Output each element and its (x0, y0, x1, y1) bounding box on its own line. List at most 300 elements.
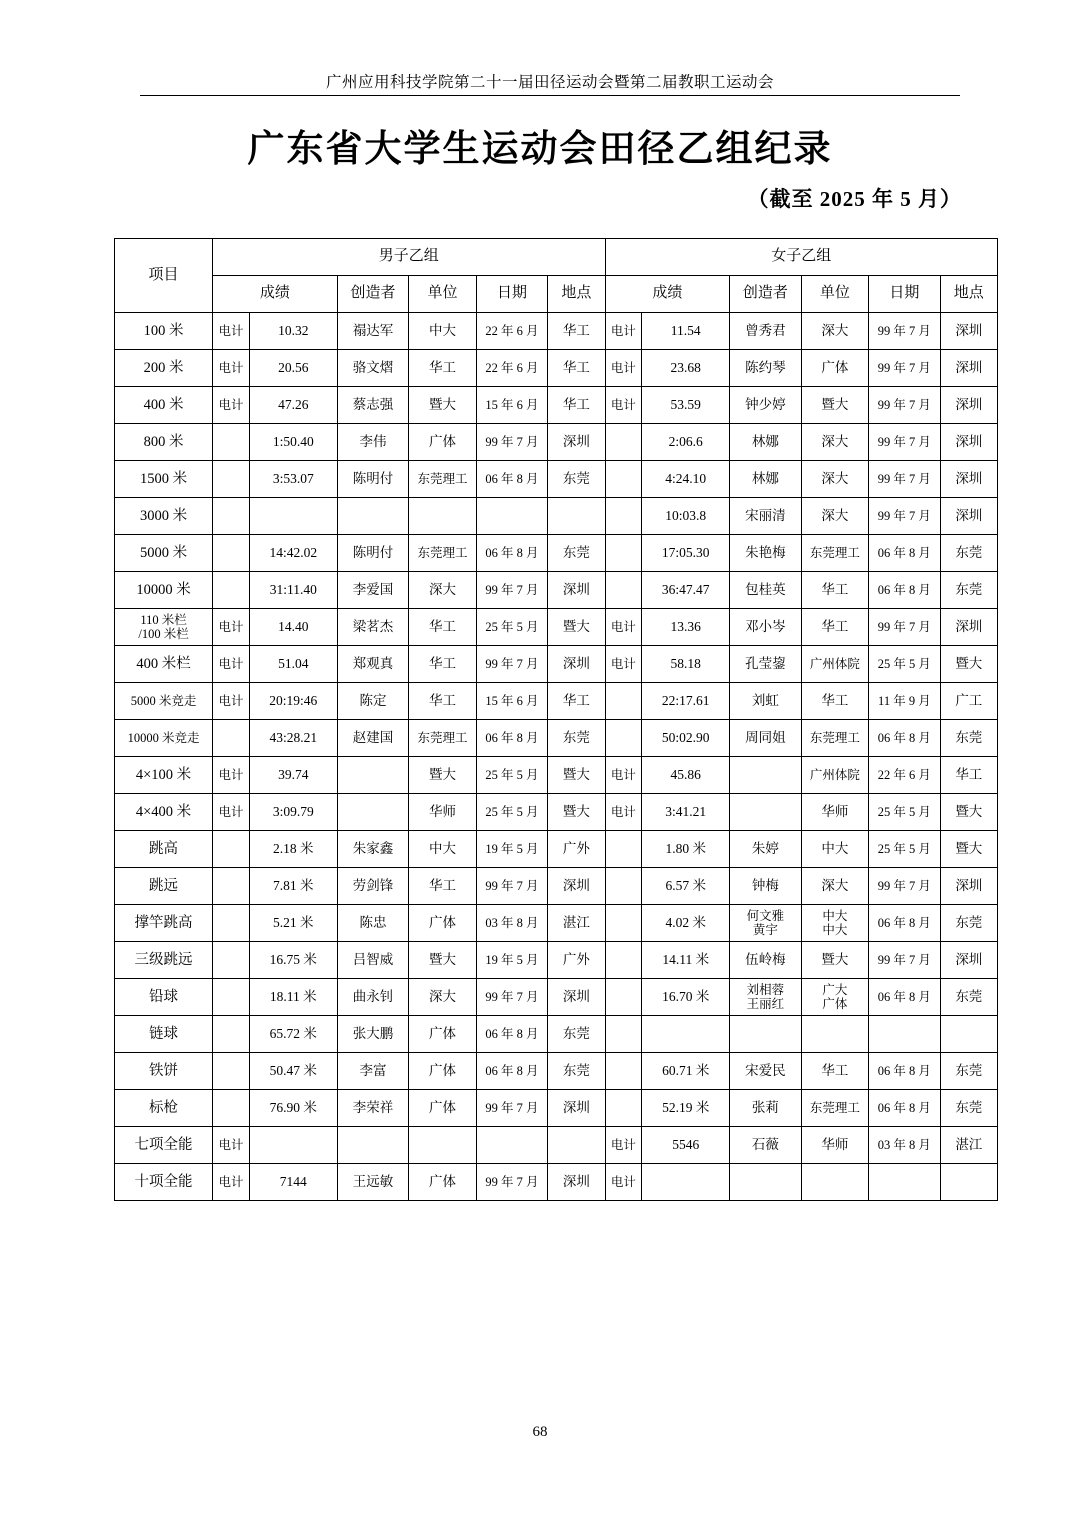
cell-women-creator: 朱婷 (730, 831, 802, 868)
cell-event: 5000 米竞走 (115, 683, 213, 720)
cell-men-unit: 暨大 (409, 757, 476, 794)
page-subtitle: （截至 2025 年 5 月） (747, 187, 962, 211)
cell-men-unit: 中大 (409, 313, 476, 350)
cell-men-electronic (213, 905, 250, 942)
table-row (115, 1164, 998, 1201)
cell-men-electronic: 电计 (213, 1164, 250, 1201)
cell-men-electronic (213, 720, 250, 757)
cell-men-date: 99 年 7 月 (476, 572, 548, 609)
table-row (115, 942, 998, 979)
cell-men-result: 10.32 (249, 313, 337, 350)
cell-women-result (642, 1164, 730, 1201)
cell-women-place: 深圳 (940, 868, 997, 905)
cell-women-unit: 东莞理工 (801, 535, 868, 572)
cell-event: 跳远 (115, 868, 213, 905)
cell-event: 链球 (115, 1016, 213, 1053)
cell-men-unit: 广体 (409, 1164, 476, 1201)
cell-men-place: 东莞 (548, 720, 605, 757)
cell-women-place: 华工 (940, 757, 997, 794)
cell-women-creator: 孔莹鋆 (730, 646, 802, 683)
cell-men-unit: 华工 (409, 646, 476, 683)
cell-women-creator: 包桂英 (730, 572, 802, 609)
cell-women-place: 深圳 (940, 461, 997, 498)
cell-men-date: 15 年 6 月 (476, 683, 548, 720)
cell-women-result: 22:17.61 (642, 683, 730, 720)
cell-women-place: 东莞 (940, 572, 997, 609)
cell-men-date: 06 年 8 月 (476, 535, 548, 572)
cell-women-unit: 广大 广体 (801, 979, 868, 1016)
cell-men-result: 51.04 (249, 646, 337, 683)
cell-men-creator: 禢达军 (337, 313, 409, 350)
cell-men-date: 19 年 5 月 (476, 831, 548, 868)
cell-men-result: 18.11 米 (249, 979, 337, 1016)
cell-women-unit: 广体 (801, 350, 868, 387)
cell-women-creator: 朱艳梅 (730, 535, 802, 572)
cell-men-place: 深圳 (548, 424, 605, 461)
table-row (115, 350, 998, 387)
cell-women-unit: 深大 (801, 313, 868, 350)
cell-men-creator: 郑观真 (337, 646, 409, 683)
cell-men-unit: 广体 (409, 1016, 476, 1053)
cell-men-unit: 华工 (409, 683, 476, 720)
cell-men-electronic: 电计 (213, 1127, 250, 1164)
running-head (140, 70, 960, 98)
table-row (115, 868, 998, 905)
cell-women-result: 3:41.21 (642, 794, 730, 831)
table-row (115, 609, 998, 646)
cell-men-electronic (213, 424, 250, 461)
cell-women-electronic (605, 424, 642, 461)
cell-women-place: 深圳 (940, 387, 997, 424)
cell-men-date: 06 年 8 月 (476, 720, 548, 757)
cell-women-unit: 深大 (801, 868, 868, 905)
cell-women-electronic (605, 868, 642, 905)
cell-men-electronic: 电计 (213, 609, 250, 646)
cell-men-place (548, 1127, 605, 1164)
cell-event: 110 米栏 /100 米栏 (115, 609, 213, 646)
cell-women-unit: 暨大 (801, 942, 868, 979)
cell-women-place: 深圳 (940, 313, 997, 350)
table-row (115, 720, 998, 757)
cell-women-electronic (605, 905, 642, 942)
cell-men-electronic: 电计 (213, 757, 250, 794)
cell-men-place: 广外 (548, 942, 605, 979)
cell-men-result (249, 1127, 337, 1164)
table-row (115, 572, 998, 609)
cell-women-date: 06 年 8 月 (869, 979, 941, 1016)
cell-women-unit: 东莞理工 (801, 720, 868, 757)
cell-men-result: 14:42.02 (249, 535, 337, 572)
cell-women-unit: 华师 (801, 1127, 868, 1164)
column-header-women-unit: 单位 (801, 276, 868, 313)
table-row (115, 794, 998, 831)
cell-men-date: 25 年 5 月 (476, 757, 548, 794)
cell-women-date: 03 年 8 月 (869, 1127, 941, 1164)
cell-men-result: 7.81 米 (249, 868, 337, 905)
cell-men-electronic (213, 498, 250, 535)
cell-women-date: 25 年 5 月 (869, 794, 941, 831)
cell-men-result: 16.75 米 (249, 942, 337, 979)
cell-men-result: 14.40 (249, 609, 337, 646)
cell-women-place: 东莞 (940, 979, 997, 1016)
cell-women-date: 06 年 8 月 (869, 720, 941, 757)
cell-women-result: 58.18 (642, 646, 730, 683)
cell-women-date: 06 年 8 月 (869, 1053, 941, 1090)
group-header-women: 女子乙组 (605, 239, 998, 276)
cell-women-unit: 深大 (801, 498, 868, 535)
cell-event: 七项全能 (115, 1127, 213, 1164)
cell-women-electronic (605, 498, 642, 535)
cell-men-date: 22 年 6 月 (476, 313, 548, 350)
cell-women-result: 10:03.8 (642, 498, 730, 535)
column-header-men-creator: 创造者 (337, 276, 409, 313)
cell-women-unit: 华工 (801, 683, 868, 720)
cell-women-date: 99 年 7 月 (869, 461, 941, 498)
cell-women-place: 深圳 (940, 350, 997, 387)
table-row (115, 757, 998, 794)
cell-women-result: 4:24.10 (642, 461, 730, 498)
cell-women-result: 1.80 米 (642, 831, 730, 868)
cell-men-creator: 曲永钊 (337, 979, 409, 1016)
cell-women-electronic: 电计 (605, 646, 642, 683)
cell-men-place: 东莞 (548, 535, 605, 572)
cell-women-date: 99 年 7 月 (869, 498, 941, 535)
column-header-men-date: 日期 (476, 276, 548, 313)
cell-men-creator (337, 794, 409, 831)
table-row (115, 683, 998, 720)
table-header-row-columns (115, 276, 998, 313)
cell-men-place: 广外 (548, 831, 605, 868)
cell-men-electronic (213, 461, 250, 498)
cell-women-creator: 周同姐 (730, 720, 802, 757)
table-row (115, 424, 998, 461)
cell-men-creator: 梁茗杰 (337, 609, 409, 646)
cell-men-place: 华工 (548, 350, 605, 387)
cell-men-result: 76.90 米 (249, 1090, 337, 1127)
cell-men-date: 06 年 8 月 (476, 461, 548, 498)
cell-women-electronic (605, 979, 642, 1016)
cell-women-result: 11.54 (642, 313, 730, 350)
cell-event: 撑竿跳高 (115, 905, 213, 942)
cell-women-result: 60.71 米 (642, 1053, 730, 1090)
cell-women-date: 22 年 6 月 (869, 757, 941, 794)
cell-women-date: 99 年 7 月 (869, 313, 941, 350)
cell-men-place: 华工 (548, 313, 605, 350)
cell-women-result: 45.86 (642, 757, 730, 794)
table-row (115, 461, 998, 498)
cell-men-electronic: 电计 (213, 794, 250, 831)
cell-women-creator: 刘虹 (730, 683, 802, 720)
cell-men-creator: 劳剑锋 (337, 868, 409, 905)
cell-men-place: 东莞 (548, 461, 605, 498)
cell-women-result: 17:05.30 (642, 535, 730, 572)
cell-men-result: 20.56 (249, 350, 337, 387)
cell-men-creator: 李富 (337, 1053, 409, 1090)
cell-men-electronic (213, 535, 250, 572)
cell-women-electronic: 电计 (605, 313, 642, 350)
cell-women-date: 25 年 5 月 (869, 831, 941, 868)
cell-men-creator: 李伟 (337, 424, 409, 461)
running-head-text: 广州应用科技学院第二十一届田径运动会暨第二届教职工运动会 (325, 74, 774, 91)
table-row (115, 535, 998, 572)
cell-men-result: 43:28.21 (249, 720, 337, 757)
cell-women-electronic (605, 1016, 642, 1053)
cell-men-creator (337, 757, 409, 794)
cell-men-result: 1:50.40 (249, 424, 337, 461)
cell-event: 三级跳远 (115, 942, 213, 979)
cell-women-place: 东莞 (940, 535, 997, 572)
column-header-women-place: 地点 (940, 276, 997, 313)
cell-men-unit: 华工 (409, 609, 476, 646)
cell-event: 800 米 (115, 424, 213, 461)
cell-men-electronic (213, 979, 250, 1016)
cell-men-place: 深圳 (548, 1090, 605, 1127)
cell-men-place: 暨大 (548, 794, 605, 831)
cell-men-unit: 华工 (409, 350, 476, 387)
cell-men-creator (337, 498, 409, 535)
cell-women-unit: 中大 (801, 831, 868, 868)
cell-women-unit (801, 1016, 868, 1053)
cell-women-result: 52.19 米 (642, 1090, 730, 1127)
cell-women-result: 53.59 (642, 387, 730, 424)
cell-men-unit: 东莞理工 (409, 535, 476, 572)
cell-men-unit (409, 1127, 476, 1164)
cell-women-electronic: 电计 (605, 794, 642, 831)
cell-men-date (476, 498, 548, 535)
cell-women-electronic: 电计 (605, 1127, 642, 1164)
cell-women-unit: 广州体院 (801, 646, 868, 683)
cell-men-date: 06 年 8 月 (476, 1016, 548, 1053)
table-row (115, 831, 998, 868)
cell-women-electronic (605, 1090, 642, 1127)
cell-men-electronic (213, 868, 250, 905)
cell-women-creator: 伍岭梅 (730, 942, 802, 979)
cell-event: 4×400 米 (115, 794, 213, 831)
cell-women-electronic: 电计 (605, 350, 642, 387)
cell-men-creator (337, 1127, 409, 1164)
cell-women-place: 深圳 (940, 942, 997, 979)
table-row (115, 313, 998, 350)
cell-men-unit: 东莞理工 (409, 461, 476, 498)
cell-men-place: 暨大 (548, 757, 605, 794)
cell-women-creator: 林娜 (730, 461, 802, 498)
cell-women-electronic: 电计 (605, 757, 642, 794)
cell-women-creator: 林娜 (730, 424, 802, 461)
cell-men-place (548, 498, 605, 535)
cell-women-result (642, 1016, 730, 1053)
cell-men-date (476, 1127, 548, 1164)
cell-men-result (249, 498, 337, 535)
cell-men-place: 深圳 (548, 979, 605, 1016)
cell-women-result: 5546 (642, 1127, 730, 1164)
cell-men-place: 暨大 (548, 609, 605, 646)
cell-women-place: 深圳 (940, 424, 997, 461)
cell-men-creator: 陈定 (337, 683, 409, 720)
cell-men-electronic (213, 1016, 250, 1053)
cell-women-electronic: 电计 (605, 1164, 642, 1201)
cell-men-date: 99 年 7 月 (476, 424, 548, 461)
cell-men-date: 03 年 8 月 (476, 905, 548, 942)
cell-women-electronic (605, 942, 642, 979)
cell-men-unit: 广体 (409, 1053, 476, 1090)
cell-men-place: 湛江 (548, 905, 605, 942)
group-header-men: 男子乙组 (213, 239, 605, 276)
cell-women-electronic (605, 461, 642, 498)
cell-women-unit: 广州体院 (801, 757, 868, 794)
cell-men-date: 22 年 6 月 (476, 350, 548, 387)
cell-men-place: 深圳 (548, 868, 605, 905)
page-number: 68 (532, 1424, 548, 1440)
cell-men-creator: 李荣祥 (337, 1090, 409, 1127)
cell-women-unit (801, 1164, 868, 1201)
cell-men-creator: 蔡志强 (337, 387, 409, 424)
cell-men-unit: 深大 (409, 572, 476, 609)
cell-women-date: 06 年 8 月 (869, 905, 941, 942)
cell-men-creator: 王远敏 (337, 1164, 409, 1201)
cell-event: 3000 米 (115, 498, 213, 535)
cell-men-result: 47.26 (249, 387, 337, 424)
cell-men-result: 5.21 米 (249, 905, 337, 942)
cell-women-date: 99 年 7 月 (869, 868, 941, 905)
cell-women-date: 06 年 8 月 (869, 535, 941, 572)
cell-women-place (940, 1016, 997, 1053)
cell-men-place: 华工 (548, 683, 605, 720)
cell-women-creator: 钟少婷 (730, 387, 802, 424)
cell-men-unit: 广体 (409, 905, 476, 942)
cell-men-place: 东莞 (548, 1016, 605, 1053)
cell-women-unit: 深大 (801, 424, 868, 461)
cell-men-electronic (213, 831, 250, 868)
cell-men-place: 深圳 (548, 646, 605, 683)
cell-men-creator: 赵建国 (337, 720, 409, 757)
column-header-women-result: 成绩 (605, 276, 730, 313)
table-row (115, 979, 998, 1016)
cell-women-date: 99 年 7 月 (869, 942, 941, 979)
cell-event: 200 米 (115, 350, 213, 387)
cell-women-place: 湛江 (940, 1127, 997, 1164)
cell-women-creator (730, 1164, 802, 1201)
column-header-men-unit: 单位 (409, 276, 476, 313)
cell-men-date: 06 年 8 月 (476, 1053, 548, 1090)
cell-men-date: 99 年 7 月 (476, 868, 548, 905)
cell-women-creator: 宋丽清 (730, 498, 802, 535)
cell-women-place: 东莞 (940, 1053, 997, 1090)
cell-women-creator: 曾秀君 (730, 313, 802, 350)
cell-event: 10000 米竞走 (115, 720, 213, 757)
table-row (115, 1127, 998, 1164)
cell-women-unit: 华工 (801, 572, 868, 609)
cell-women-date: 99 年 7 月 (869, 609, 941, 646)
cell-men-date: 99 年 7 月 (476, 646, 548, 683)
records-table (114, 238, 998, 1201)
cell-women-place: 深圳 (940, 609, 997, 646)
cell-women-place: 暨大 (940, 794, 997, 831)
cell-women-electronic (605, 720, 642, 757)
table-row (115, 1090, 998, 1127)
cell-women-date (869, 1016, 941, 1053)
cell-women-unit: 暨大 (801, 387, 868, 424)
table-row (115, 498, 998, 535)
cell-men-unit: 东莞理工 (409, 720, 476, 757)
cell-men-unit: 华师 (409, 794, 476, 831)
cell-women-place: 东莞 (940, 905, 997, 942)
cell-event: 4×100 米 (115, 757, 213, 794)
cell-men-electronic (213, 572, 250, 609)
cell-women-creator: 张莉 (730, 1090, 802, 1127)
cell-men-creator: 张大鹏 (337, 1016, 409, 1053)
column-header-men-result: 成绩 (213, 276, 338, 313)
cell-women-creator (730, 794, 802, 831)
page-title: 广东省大学生运动会田径乙组纪录 (247, 129, 833, 170)
header-divider (140, 95, 960, 96)
cell-men-result: 65.72 米 (249, 1016, 337, 1053)
cell-women-creator: 钟梅 (730, 868, 802, 905)
cell-women-creator: 何文雅 黄宇 (730, 905, 802, 942)
cell-women-creator: 石薇 (730, 1127, 802, 1164)
cell-men-date: 99 年 7 月 (476, 979, 548, 1016)
table-header-row-groups (115, 239, 998, 276)
cell-men-result: 20:19:46 (249, 683, 337, 720)
cell-women-place: 东莞 (940, 1090, 997, 1127)
cell-women-place: 东莞 (940, 720, 997, 757)
cell-men-electronic: 电计 (213, 313, 250, 350)
cell-event: 标枪 (115, 1090, 213, 1127)
cell-women-place: 广工 (940, 683, 997, 720)
cell-men-result: 31:11.40 (249, 572, 337, 609)
cell-women-unit: 华师 (801, 794, 868, 831)
cell-women-result: 2:06.6 (642, 424, 730, 461)
cell-event: 400 米 (115, 387, 213, 424)
cell-men-unit: 广体 (409, 1090, 476, 1127)
cell-event: 10000 米 (115, 572, 213, 609)
cell-women-result: 50:02.90 (642, 720, 730, 757)
cell-men-creator: 陈忠 (337, 905, 409, 942)
table-row (115, 1016, 998, 1053)
cell-men-creator: 骆文熠 (337, 350, 409, 387)
cell-men-electronic (213, 1090, 250, 1127)
cell-men-creator: 朱家鑫 (337, 831, 409, 868)
cell-event: 5000 米 (115, 535, 213, 572)
cell-men-electronic: 电计 (213, 387, 250, 424)
cell-women-unit: 中大 中大 (801, 905, 868, 942)
cell-women-place (940, 1164, 997, 1201)
table-row (115, 646, 998, 683)
cell-women-unit: 东莞理工 (801, 1090, 868, 1127)
cell-men-date: 15 年 6 月 (476, 387, 548, 424)
cell-women-electronic (605, 683, 642, 720)
cell-event: 跳高 (115, 831, 213, 868)
cell-women-result: 36:47.47 (642, 572, 730, 609)
cell-women-creator: 邓小岑 (730, 609, 802, 646)
table-row (115, 387, 998, 424)
cell-men-date: 25 年 5 月 (476, 794, 548, 831)
cell-men-result: 50.47 米 (249, 1053, 337, 1090)
cell-women-date: 25 年 5 月 (869, 646, 941, 683)
cell-women-result: 13.36 (642, 609, 730, 646)
cell-men-date: 99 年 7 月 (476, 1090, 548, 1127)
column-header-event: 项目 (115, 239, 213, 313)
cell-women-electronic (605, 535, 642, 572)
cell-men-result: 2.18 米 (249, 831, 337, 868)
cell-men-place: 华工 (548, 387, 605, 424)
cell-women-unit: 华工 (801, 609, 868, 646)
cell-men-unit: 广体 (409, 424, 476, 461)
cell-women-creator: 陈约琴 (730, 350, 802, 387)
cell-men-result: 3:53.07 (249, 461, 337, 498)
cell-men-place: 东莞 (548, 1053, 605, 1090)
cell-men-unit: 暨大 (409, 387, 476, 424)
table-row (115, 1053, 998, 1090)
